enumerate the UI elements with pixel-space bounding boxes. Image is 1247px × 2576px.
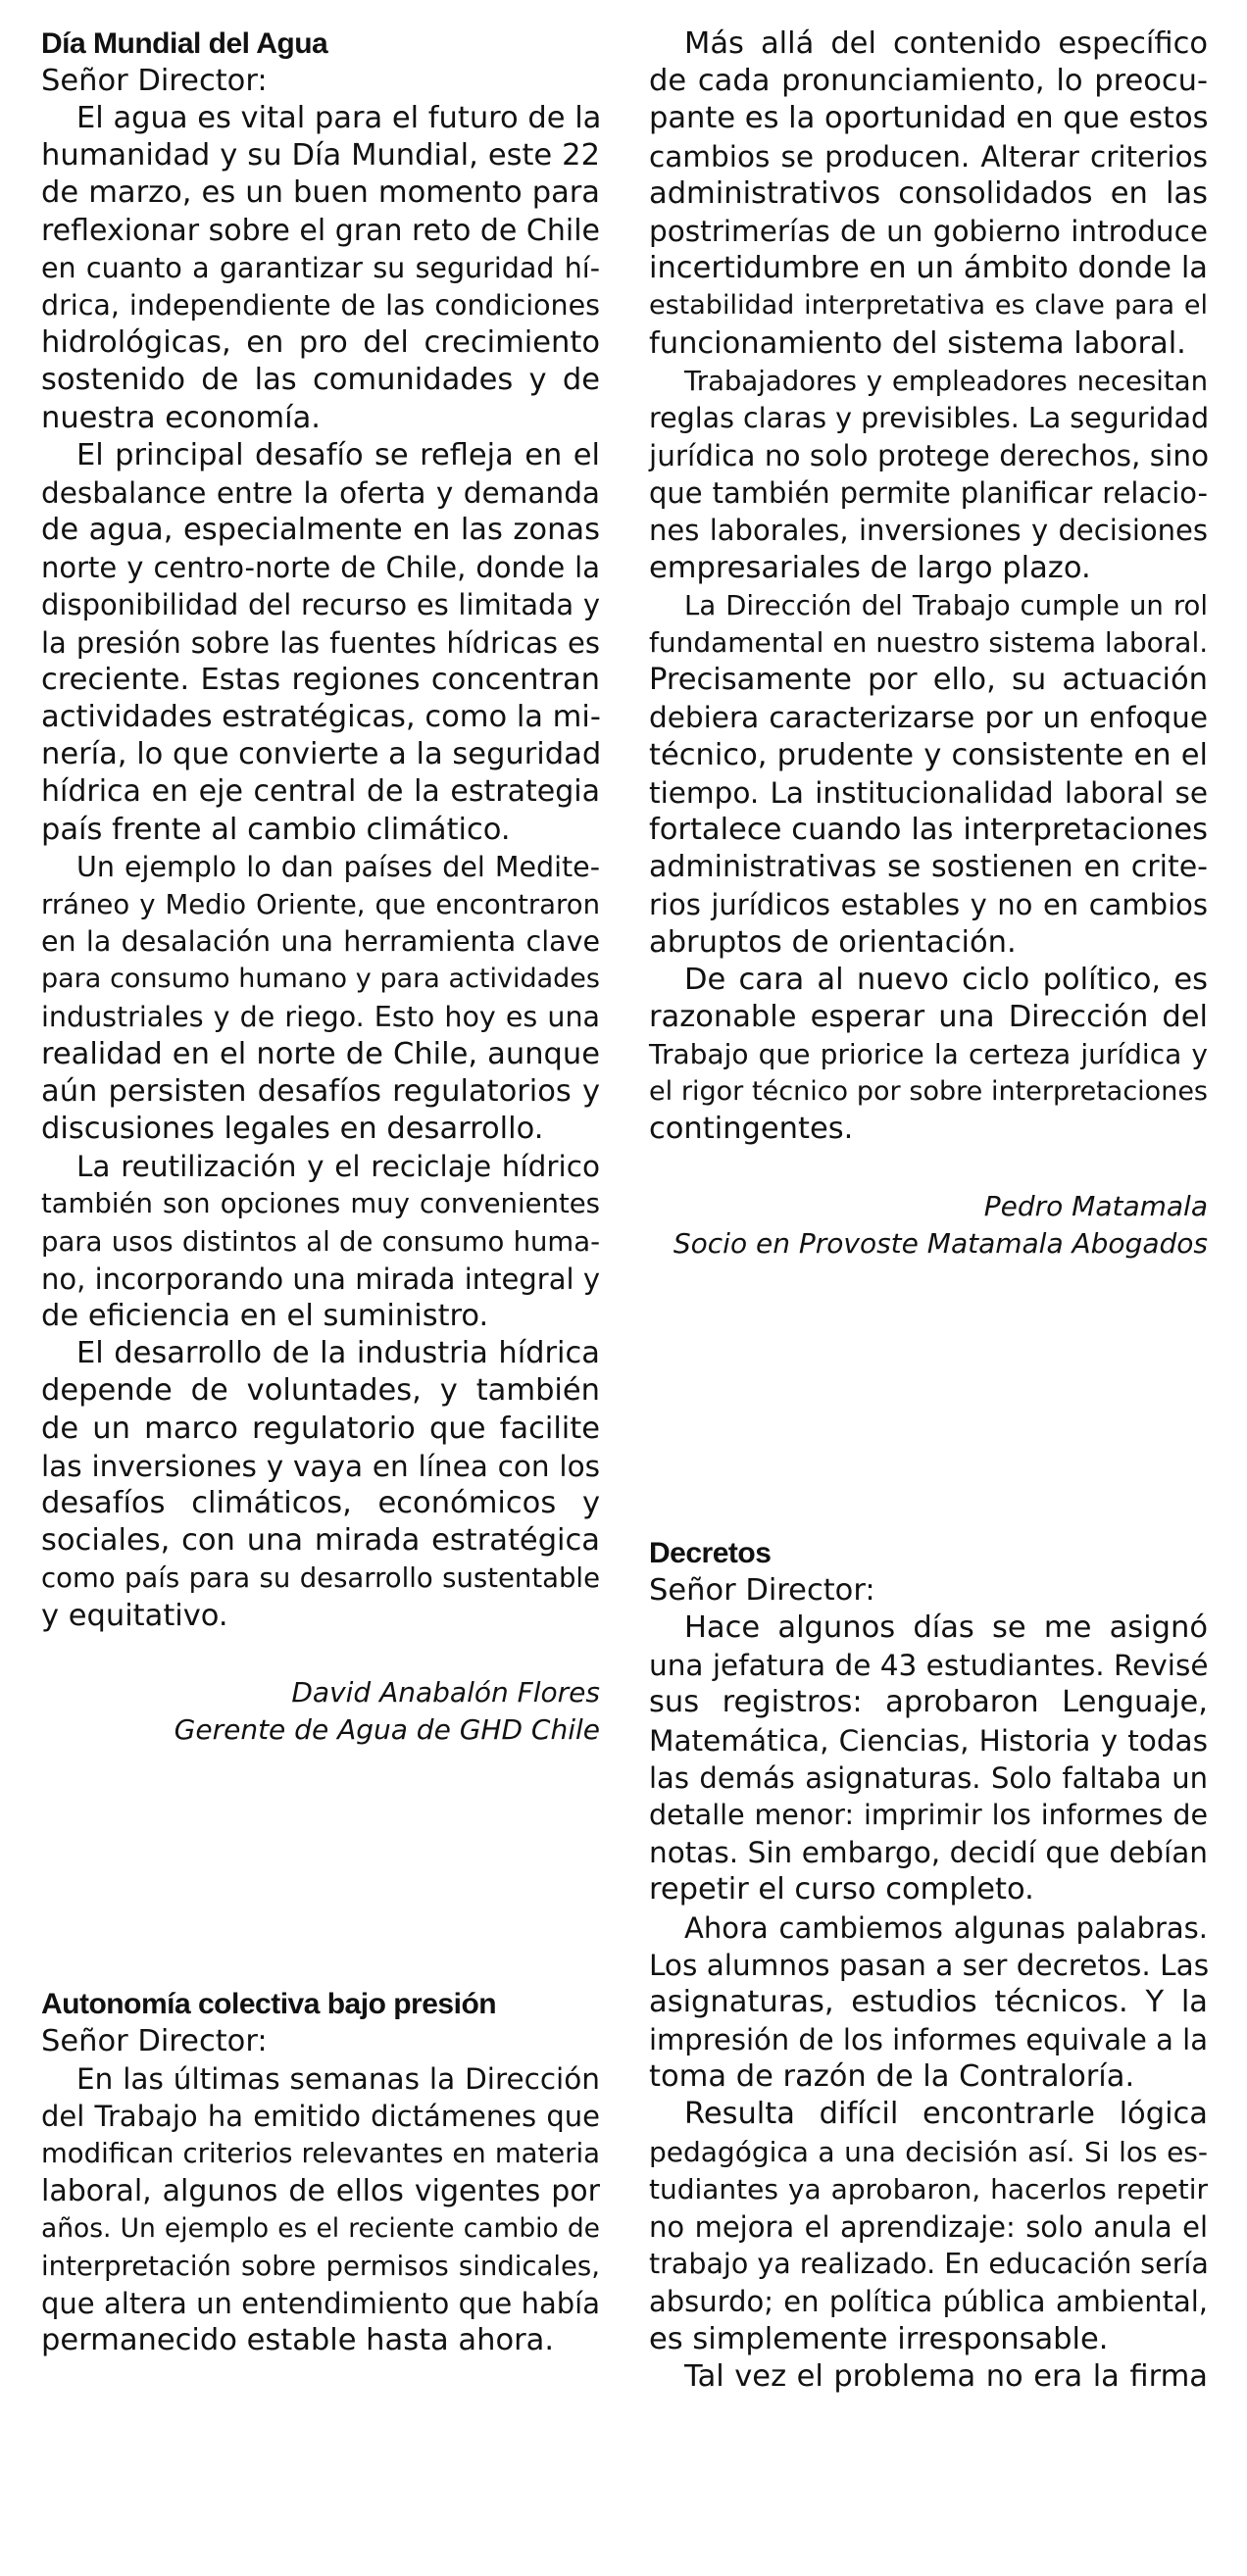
text-line: para usos distintos al de consumo huma- [41,1225,600,1258]
text-line: estabilidad interpretativa es clave para el [649,290,1208,322]
text-line: administrativos consolidados en las [649,175,1208,211]
text-line: El desarrollo de la industria hídrica [76,1336,600,1371]
signature-name: Pedro Matamala [983,1189,1208,1222]
text-line: que altera un entendimiento que había [41,2287,600,2321]
text-line: reglas claras y previsibles. La seguridad [649,401,1210,434]
text-line: trabajo ya realizado. En educación sería [649,2248,1209,2281]
signature-role: Socio en Provoste Matamala Abogados [673,1226,1208,1260]
text-line: humanidad y su Día Mundial, este 22 [41,138,600,173]
text-line: impresión de los informes equivale a la [649,2023,1208,2057]
text-line: Ahora cambiemos algunas palabras. [684,1910,1208,1945]
text-line: de un marco regulatorio que facilite [41,1411,600,1446]
text-line: fortalece cuando las interpretaciones [649,812,1208,847]
text-line: razonable esperar una Dirección del [649,999,1208,1034]
text-line: pedagógica a una decisión así. Si los es- [649,2135,1208,2168]
text-line: En las últimas semanas la Dirección [76,2062,600,2096]
text-line: Trabajadores y empleadores necesitan [684,365,1208,397]
text-line: Los alumnos pasan a ser decretos. Las [649,1948,1210,1982]
text-line: contingentes. [649,1112,854,1147]
text-line: asignaturas, estudios técnicos. Y la [649,1984,1208,2019]
letter-body-continued [649,25,1208,1149]
text-line: De cara al nuevo ciclo político, es [684,962,1208,997]
text-line: no mejora el aprendizaje: solo anula el [649,2210,1208,2244]
text-line: sostenido de las comunidades y de [41,363,600,398]
letter-salutation: Señor Director: [41,64,268,98]
text-line: hidrológicas, en pro del crecimiento [41,325,600,361]
letter-dia-mundial-del-agua [41,25,600,1749]
text-line: hídrica en eje central de la estrategia [41,774,600,810]
text-line: administrativas se sostienen en crite- [649,850,1208,885]
text-line: La Dirección del Trabajo cumple un rol [684,589,1208,621]
letter-body [41,100,600,1635]
text-line: las inversiones y vaya en línea con los [41,1449,600,1483]
text-line: realidad en el norte de Chile, aunque [41,1036,600,1071]
text-line: funcionamiento del sistema laboral. [649,325,1186,361]
text-line: rios jurídicos estables y no en cambios [649,888,1208,922]
letter-title: Decretos [649,1537,772,1569]
text-line: de cada pronunciamiento, lo preocu- [649,64,1208,99]
text-line: país frente al cambio climático. [41,812,511,847]
text-line: tiempo. La institucionalidad laboral se [649,775,1208,810]
text-line: Resulta difícil encontrarle lógica [684,2097,1208,2132]
text-line: La reutilización y el reciclaje hídrico [76,1150,600,1184]
text-line: modifican criterios relevantes en materia [41,2138,600,2170]
letter-autonomia-colectiva [41,1986,600,2360]
text-line: nes laborales, inversiones y decisiones [649,514,1208,548]
text-line: en cuanto a garantizar su seguridad hí- [41,251,600,284]
text-line: del Trabajo ha emitido dictámenes que [41,2100,600,2134]
text-line: es simplemente irresponsable. [649,2321,1109,2356]
text-line: empresariales de largo plazo. [649,550,1091,585]
text-line: Matemática, Ciencias, Historia y todas [649,1723,1208,1758]
text-line: notas. Sin embargo, decidí que debían [649,1836,1208,1870]
text-line: discusiones legales en desarrollo. [41,1112,544,1147]
text-line: nuestra economía. [41,400,321,435]
text-line: de eficiencia en el suministro. [41,1299,489,1333]
text-line: desafíos climáticos, económicos y [41,1485,600,1520]
text-line: desbalance entre la oferta y demanda [41,475,600,510]
text-line: rráneo y Medio Oriente, que encontraron [41,888,600,920]
text-line: disponibilidad del recurso es limitada y [41,588,600,622]
text-line: nería, lo que convierte a la seguridad [41,737,602,772]
text-line: pante es la oportunidad en que estos [649,101,1209,136]
letter-title: Autonomía colectiva bajo presión [41,1988,497,2020]
text-line: drica, independiente de las condiciones [41,288,600,322]
text-line: jurídica no solo protege derechos, sino [649,439,1210,473]
letter-autonomia-colectiva-continued [649,25,1208,1263]
text-line: tudiantes ya aprobaron, hacerlos repetir [649,2172,1208,2205]
text-line: detalle menor: imprimir los informes de [649,1798,1208,1831]
text-line: Un ejemplo lo dan países del Medite- [76,850,600,883]
text-line: El agua es vital para el futuro de la [76,101,602,135]
letter-body [649,1610,1208,2396]
text-line: norte y centro-norte de Chile, donde la [41,551,600,585]
text-line: de agua, especialmente en las zonas [41,513,600,548]
text-line: sociales, con una mirada estratégica [41,1523,600,1559]
letter-salutation: Señor Director: [649,1573,875,1608]
text-line: Trabajo que priorice la certeza jurídica y [649,1038,1208,1071]
text-line: como país para su desarrollo sustentable [41,1562,600,1595]
text-line: para consumo humano y para actividades [41,964,600,995]
text-line: reflexionar sobre el gran reto de Chile [41,213,600,248]
text-line: Tal vez el problema no era la firma [684,2358,1208,2394]
text-line: en la desalación una herramienta clave [41,925,600,959]
text-line: abruptos de orientación. [649,924,1017,960]
text-line: sus registros: aprobaron Lenguaje, [649,1685,1208,1720]
letter-decretos [649,1535,1208,2396]
text-line: que también permite planificar relacio- [649,476,1208,511]
text-line: de marzo, es un buen momento para [41,175,600,211]
text-line: interpretación sobre permisos sindicales, [41,2250,600,2282]
text-line: depende de voluntades, y también [41,1373,600,1409]
text-line: creciente. Estas regiones concentran [41,662,600,697]
text-line: toma de razón de la Contraloría. [649,2059,1135,2095]
text-line: el rigor técnico por sobre interpretaciones [649,1076,1208,1108]
text-line: no, incorporando una mirada integral y [41,1262,600,1296]
text-line: y equitativo. [41,1598,228,1633]
text-line: El principal desafío se refleja en el [76,437,600,472]
text-line: Precisamente por ello, su actuación [649,663,1208,698]
text-line: postrimerías de un gobierno introduce [649,214,1208,248]
letter-body [41,2060,600,2360]
text-line: repetir el curso completo. [649,1872,1034,1907]
letter-salutation: Señor Director: [41,2024,268,2058]
text-line: años. Un ejemplo es el reciente cambio de [41,2212,600,2244]
text-line: laboral, algunos de ellos vigentes por [41,2173,600,2208]
text-line: aún persisten desafíos regulatorios y [41,1073,600,1109]
text-line: actividades estratégicas, como la mi- [41,700,601,734]
letter-title: Día Mundial del Agua [41,27,328,60]
text-line: también son opciones muy convenientes [41,1188,600,1220]
text-line: técnico, prudente y consistente en el [649,737,1208,772]
text-line: una jefatura de 43 estudiantes. Revisé [649,1649,1209,1683]
signature-name: David Anabalón Flores [291,1675,600,1709]
text-line: fundamental en nuestro sistema laboral. [649,626,1209,659]
text-line: permanecido estable hasta ahora. [41,2323,555,2358]
text-line: absurdo; en política pública ambiental, [649,2285,1208,2319]
signature-role: Gerente de Agua de GHD Chile [174,1712,600,1746]
text-line: Hace algunos días se me asignó [684,1610,1208,1645]
text-line: las demás asignaturas. Solo faltaba un [649,1760,1208,1795]
text-line: cambios se producen. Alterar criterios [649,139,1208,173]
text-line: debiera caracterizarse por un enfoque [649,701,1208,735]
text-line: Más allá del contenido específico [684,26,1208,61]
text-line: industriales y de riego. Esto hoy es una [41,1000,600,1033]
text-line: incertidumbre en un ámbito donde la [649,251,1208,286]
text-line: la presión sobre las fuentes hídricas es [41,625,600,660]
